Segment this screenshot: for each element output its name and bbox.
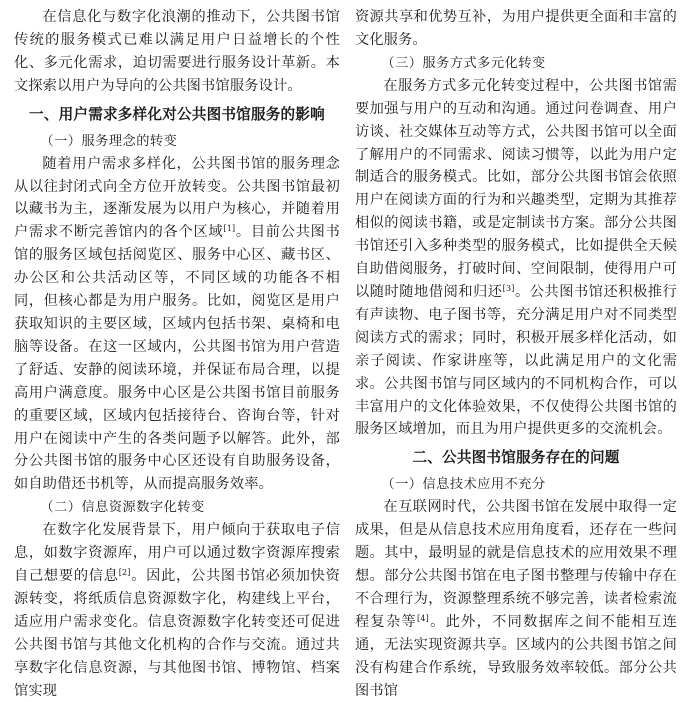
- paragraph-text: 。因此，公共图书馆必须加快资源转变，将纸质信息资源数字化，构建线上平台，适应用户需求变化。信息资源数字化转变还可促进公共图书馆与其他文化机构的合作与交流。通过共享数字化信息资源，与其他图书馆、博物馆、档案馆实现: [14, 568, 340, 699]
- paragraph-text: 在服务方式多元化转变过程中，公共图书馆需要加强与用户的互动和沟通。通过问卷调查、用户访谈、社交媒体互动等方式，公共图书馆可以全面了解用户的不同需求、阅读习惯等，以此为用户定制适合的服务模式。比如，部分公共图书馆会依照用户在阅读方面的行为和兴趣类型，定期为其推荐相似的阅读书籍，或是定制读书方案。部分公共图书馆还引入多种类型的服务模式，比如提供全天候自助借阅服务，打破时间、空间限制，使得用户可以随时随地借阅和归还: [355, 77, 677, 300]
- section-heading-2: 二、公共图书馆服务存在的问题: [412, 449, 620, 467]
- right-column: [355, 6, 677, 702]
- paragraph-text: 在互联网时代，公共图书馆在发展中取得一定成果，但是从信息技术应用角度看，还存在一些问题。其中，最明显的就是信息技术的应用效果不理想。部分公共图书馆在电子图书整理与传输中存在不合理行为，资源整理系统不够完善，读者检索流程复杂等: [355, 499, 677, 630]
- intro-paragraph: 在信息化与数字化浪潮的推动下，公共图书馆传统的服务模式已难以满足用户日益增长的个性化、多元化需求，迫切需要进行服务设计革新。本文探索以用户为导向的公共图书馆服务设计。: [14, 9, 340, 94]
- paragraph-text: 。目前公共图书馆的服务区域包括阅览区、服务中心区、藏书区、办公区和公共活动区等，不同区域的功能各不相同，但核心都是为用户服务。比如，阅览区是用户获取知识的主要区域，区域内包括书架、桌椅和电脑等设备。在这一区域内，公共图书馆为用户营造了舒适、安静的阅读环境，并保证布局合理，以提高用户满意度。服务中心区是公共图书馆目前服务的重要区域，区域内包括接待台、咨询台等，针对用户在阅读中产生的各类问题予以解答。此外，部分公共图书馆的服务中心区还设有自助服务设备，如自助借还书机等，从而提高服务效率。: [14, 224, 340, 493]
- subsection-heading-3: （三）服务方式多元化转变: [381, 55, 546, 71]
- citation-ref-1: [1]: [223, 224, 236, 234]
- continued-paragraph: 资源共享和优势互补，为用户提供更全面和丰富的文化服务。: [355, 9, 677, 48]
- paragraph-text: 。此外，不同数据库之间不能相互连通，无法实现资源共享。区域内的公共图书馆之间没有构建合作系统，导致服务效率较低。部分公共图书馆: [355, 613, 677, 699]
- subsection-heading-4: （一）信息技术应用不充分: [381, 477, 546, 493]
- citation-ref-2: [2]: [118, 568, 131, 578]
- subsection-heading-1: （一）服务理念的转变: [40, 133, 178, 149]
- subsection-heading-2: （二）信息资源数字化转变: [40, 500, 205, 516]
- paragraph-text: 在数字化发展背景下，用户倾向于获取电子信息，如数字资源库，用户可以通过数字资源库搜索自己想要的信息: [14, 522, 340, 585]
- citation-ref-3: [3]: [502, 283, 515, 293]
- service-concept-paragraph: [14, 153, 340, 497]
- citation-ref-4: [4]: [417, 613, 429, 623]
- it-application-paragraph: [355, 496, 677, 702]
- digitization-paragraph: [14, 519, 340, 702]
- paragraph-text: 。公共图书馆还积极推行有声读物、电子图书等，充分满足用户对不同类型阅读方式的需求；同时，积极开展多样化活动，如亲子阅读、作家讲座等，以此满足用户的文化需求。公共图书馆与同区域内的不同机构合作，可以丰富用户的文化体验效果，不仅使得公共图书馆的服务区域增加，而且为用户提供更多的交流机会。: [355, 283, 677, 438]
- section-heading-1: 一、用户需求多样化对公共图书馆服务的影响: [29, 105, 325, 123]
- paragraph-text: 随着用户需求多样化，公共图书馆的服务理念从以往封闭式向全方位开放转变。公共图书馆最初以藏书为主，逐渐发展为以用户为核心，并随着用户需求不断完善馆内的各个区域: [14, 155, 340, 241]
- left-column: [14, 6, 340, 702]
- diversification-paragraph: [355, 75, 677, 442]
